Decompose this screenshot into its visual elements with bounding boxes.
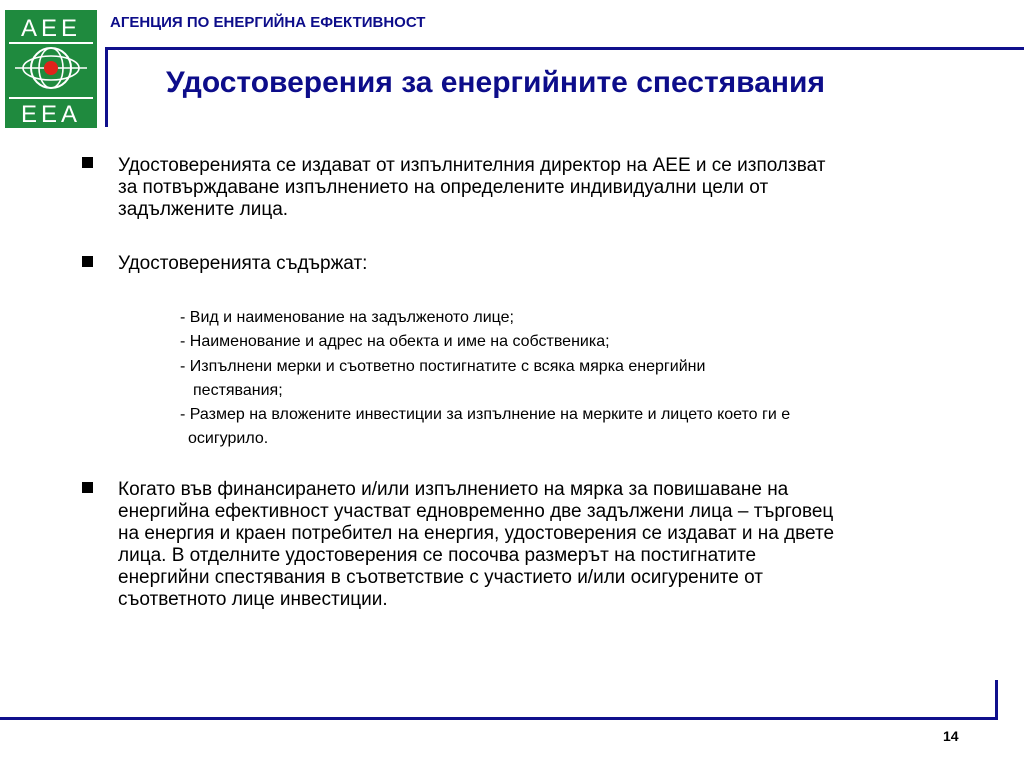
bullet-line: съответното лице инвестиции. bbox=[118, 589, 388, 610]
header-divider-horizontal bbox=[107, 47, 1024, 50]
bullet-line: задължените лица. bbox=[118, 199, 289, 220]
sub-list-item-continuation: осигурило. bbox=[188, 430, 269, 448]
bullet-square-icon bbox=[82, 256, 93, 267]
bullet-line: Удостоверенията се издават от изпълнителния директор на АЕЕ и се използват bbox=[118, 155, 826, 176]
bullet-text bbox=[118, 155, 998, 221]
certificate-contents-list bbox=[180, 306, 980, 452]
sub-list-item: - Размер на вложените инвестиции за изпълнение на мерките и лицето което ги е bbox=[180, 406, 791, 424]
bullet-line: лица. В отделните удостоверения се посочва размерът на постигнатите bbox=[118, 545, 757, 566]
logo-graphic bbox=[5, 10, 97, 128]
agency-name: АГЕНЦИЯ ПО ЕНЕРГИЙНА ЕФЕКТИВНОСТ bbox=[110, 14, 426, 31]
bullet-line: енергийна ефективност участват едновременно две задължени лица – търговец bbox=[118, 501, 834, 522]
bullet-line: Удостоверенията съдържат: bbox=[118, 253, 368, 274]
sub-list-item-continuation: пестявания; bbox=[193, 381, 283, 399]
logo-top-text: AEE bbox=[20, 15, 82, 42]
bullet-line: за потвърждаване изпълнението на определените индивидуални цели от bbox=[118, 177, 769, 198]
bullet-line: енергийни спестявания в съответствие с участието и/или осигурените от bbox=[118, 567, 763, 588]
footer-divider-vertical bbox=[995, 680, 998, 720]
page-number: 14 bbox=[943, 728, 959, 744]
bullet-line: на енергия и краен потребител на енергия, удостоверения се издават и на двете bbox=[118, 523, 835, 544]
sub-list-item: - Изпълнени мерки и съответно постигнатите с всяка мярка енергийни bbox=[180, 357, 706, 375]
logo-bottom-text: EEA bbox=[20, 101, 82, 128]
slide-title: Удостоверения за енергийните спестявания bbox=[166, 66, 825, 99]
sub-list-item: - Наименование и адрес на обекта и име на собственика; bbox=[180, 333, 610, 351]
bullet-text bbox=[118, 479, 998, 611]
sub-list-item: - Вид и наименование на задълженото лице; bbox=[180, 309, 514, 326]
footer-divider-horizontal bbox=[0, 717, 998, 720]
header-divider-vertical bbox=[105, 47, 108, 127]
bullet-line: Когато във финансирането и/или изпълнението на мярка за повишаване на bbox=[118, 479, 789, 500]
logo-red-dot bbox=[44, 61, 58, 75]
bullet-text bbox=[118, 253, 998, 275]
agency-logo bbox=[5, 10, 97, 128]
bullet-square-icon bbox=[82, 157, 93, 168]
bullet-square-icon bbox=[82, 482, 93, 493]
